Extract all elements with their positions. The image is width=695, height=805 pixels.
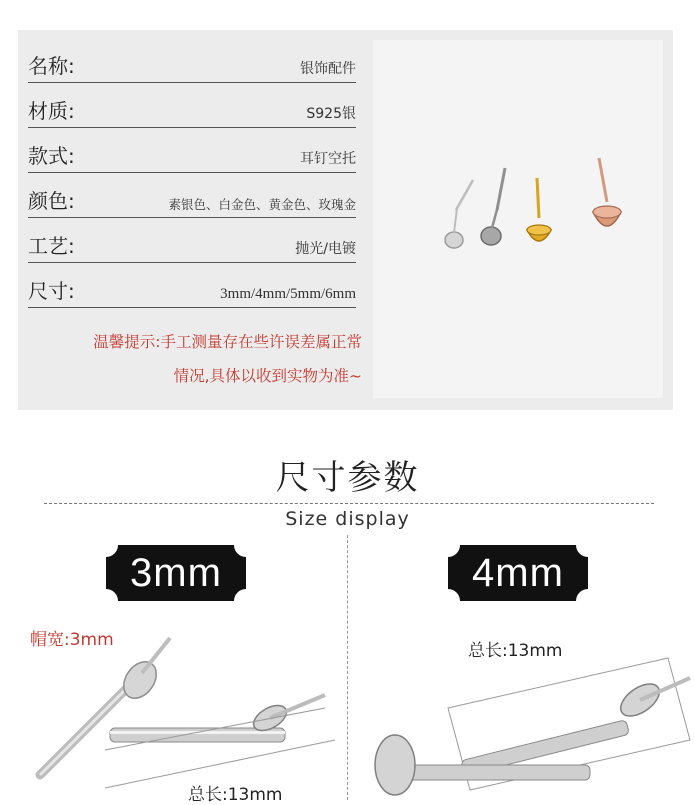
rose-gold-pin bbox=[593, 158, 621, 226]
white-gold-pin bbox=[481, 168, 505, 245]
yellow-gold-pin bbox=[527, 178, 551, 241]
size-badge-3mm bbox=[106, 545, 246, 601]
warm-tip-line-2: 情况,具体以收到实物为准~ bbox=[173, 367, 362, 385]
cap-width-label: 帽宽:3mm bbox=[30, 630, 114, 650]
section-title: 尺寸参数 bbox=[275, 458, 420, 498]
earring-pins-illustration bbox=[373, 40, 663, 398]
spec-card bbox=[18, 30, 673, 410]
spec-value: 3mm/4mm/5mm/6mm bbox=[220, 286, 356, 302]
silver-pin bbox=[445, 180, 473, 248]
total-length-label-right: 总长:13mm bbox=[468, 641, 563, 661]
left-pin-upper bbox=[40, 638, 170, 775]
total-length-label-left: 总长:13mm bbox=[188, 785, 283, 805]
spec-value: 耳钉空托 bbox=[300, 151, 356, 167]
spec-row-style bbox=[28, 142, 356, 173]
spec-value: 素银色、白金色、黄金色、玫瑰金 bbox=[168, 197, 356, 212]
size-badge-4mm bbox=[448, 545, 588, 601]
spec-label: 尺寸: bbox=[28, 279, 75, 303]
spec-label: 工艺: bbox=[28, 234, 75, 258]
spec-value: S925银 bbox=[306, 106, 356, 122]
spec-value: 抛光/电镀 bbox=[295, 241, 356, 257]
spec-label: 颜色: bbox=[28, 189, 75, 213]
section-subtitle: Size display bbox=[285, 508, 410, 530]
right-pin bbox=[375, 658, 690, 795]
spec-row-name bbox=[28, 52, 356, 83]
warm-tip-line-1: 温馨提示:手工测量存在些许误差属正常 bbox=[93, 333, 362, 351]
spec-label: 名称: bbox=[28, 54, 75, 78]
spec-label: 款式: bbox=[28, 144, 75, 168]
spec-row-size bbox=[28, 277, 356, 308]
product-photo bbox=[373, 40, 663, 398]
spec-row-color bbox=[28, 187, 356, 218]
section-divider bbox=[44, 503, 654, 504]
badge-label: 4mm bbox=[472, 551, 564, 595]
spec-label: 材质: bbox=[28, 99, 75, 123]
left-pin-lower bbox=[105, 695, 335, 788]
spec-row-material bbox=[28, 97, 356, 128]
spec-row-craft bbox=[28, 232, 356, 263]
spec-value: 银饰配件 bbox=[300, 61, 356, 77]
badge-label: 3mm bbox=[130, 551, 222, 595]
